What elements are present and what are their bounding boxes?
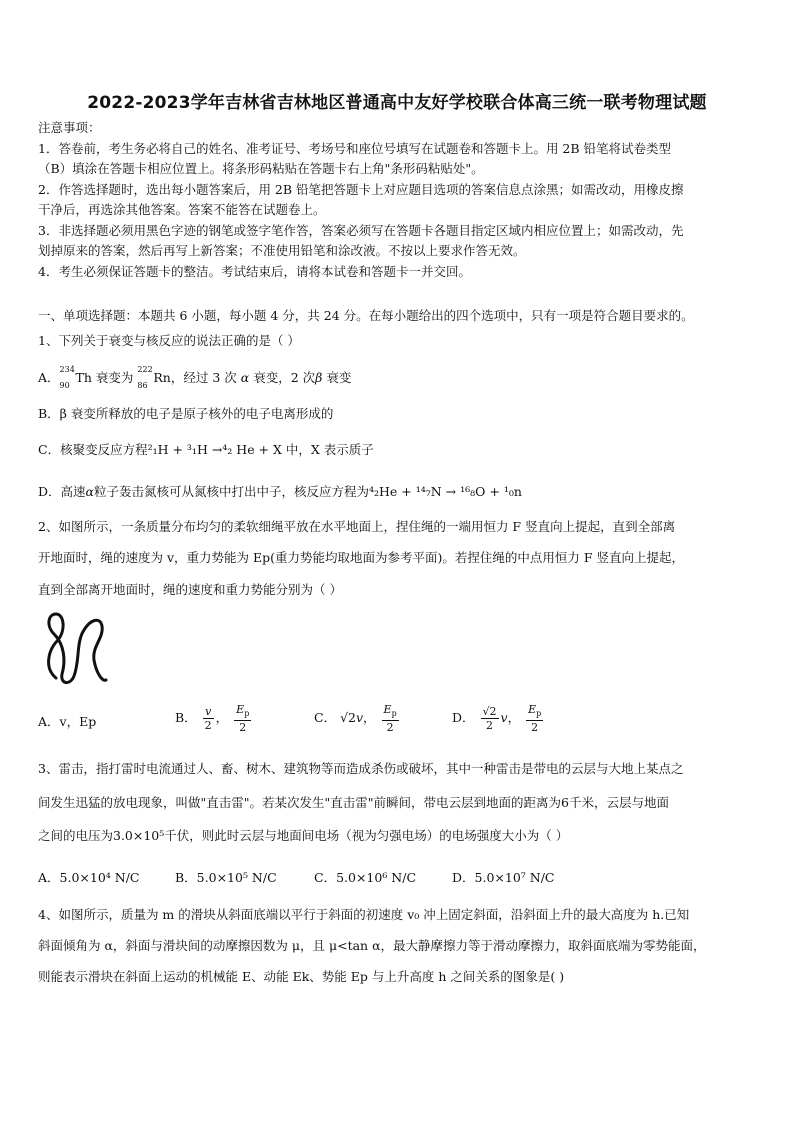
question-1-option-d: D．高速α粒子轰击氮核可从氮核中打出中子，核反应方程为⁴₂He + ¹⁴₇N → ¹⁶₈O + ¹₀n <box>38 484 522 499</box>
question-3-option-b: B．5.0×10⁵ N/C <box>175 870 277 885</box>
notice-line-4: 干净后，再选涂其他答案。答案不能答在试题卷上。 <box>38 202 326 217</box>
notice-line-6: 划掉原来的答案，然后再写上新答案；不准使用铅笔和涂改液。不按以上要求作答无效。 <box>38 243 526 258</box>
rope-path <box>49 614 106 683</box>
question-3-option-d: D．5.0×10⁷ N/C <box>452 870 555 885</box>
question-2-option-c: C． √2v， $\frac{E_p}{2}$ <box>314 703 397 735</box>
question-3-line-3: 之间的电压为3.0×10⁵千伏，则此时云层与地面间电场（视为匀强电场）的电场强度大小为（ ） <box>38 828 569 843</box>
question-3-line-2: 间发生迅猛的放电现象，叫做"直击雷"。若某次发生"直击雷"前瞬间，带电云层到地面的距离为6千米，云层与地面 <box>38 795 669 810</box>
notice-line-2: （B）填涂在答题卡相应位置上。将条形码粘贴在答题卡右上角"条形码粘贴处"。 <box>38 161 484 176</box>
question-1-option-a: A． 234 90 Th 衰变为 222 86 Rn，经过 3 次 α 衰变，2 次β 衰变 <box>38 365 352 390</box>
question-4-line-1: 4、如图所示，质量为 m 的滑块从斜面底端以平行于斜面的初速度 v₀ 冲上固定斜面，沿斜面上升的最大高度为 h.已知 <box>38 907 690 922</box>
notice-heading: 注意事项： <box>38 120 101 135</box>
question-3-option-c: C．5.0×10⁶ N/C <box>314 870 417 885</box>
isotope-th: 234 90 <box>59 365 75 390</box>
question-2-line-2: 开地面时，绳的速度为 v，重力势能为 Ep(重力势能均取地面为参考平面)。若捏住绳的中点用恒力 F 竖直向上提起， <box>38 550 685 565</box>
page-title: 2022-2023学年吉林省吉林地区普通高中友好学校联合体高三统一联考物理试题 <box>87 93 707 113</box>
question-1-option-b: B．β 衰变所释放的电子是原子核外的电子电离形成的 <box>38 406 334 421</box>
notice-line-3: 2．作答选择题时，选出每小题答案后，用 2B 铅笔把答题卡上对应题目选项的答案信息点涂黑；如需改动，用橡皮擦 <box>38 182 684 197</box>
section-heading: 一、单项选择题：本题共 6 小题，每小题 4 分，共 24 分。在每小题给出的四个选项中，只有一项是符合题目要求的。 <box>38 308 694 323</box>
question-2-option-a: A．v，Ep <box>38 714 97 729</box>
question-3-option-a: A．5.0×10⁴ N/C <box>38 870 140 885</box>
question-2-line-3: 直到全部离开地面时，绳的速度和重力势能分别为（ ） <box>38 582 342 597</box>
isotope-rn: 222 86 <box>137 365 153 390</box>
question-2-line-1: 2、如图所示，一条质量分布均匀的柔软细绳平放在水平地面上，捏住绳的一端用恒力 F 竖直向上提起，直到全部离 <box>38 519 676 534</box>
notice-line-7: 4．考生必须保证答题卡的整洁。考试结束后，请将本试卷和答题卡一并交回。 <box>38 264 471 279</box>
question-2-option-b: B． $\frac{v}{2}$ ， $\frac{E_p}{2}$ <box>175 703 250 735</box>
notice-line-5: 3．非选择题必须用黑色字迹的钢笔或签字笔作答，答案必须写在答题卡各题目指定区域内相应位置上；如需改动，先 <box>38 223 684 238</box>
question-1-stem: 1、下列关于衰变与核反应的说法正确的是（ ） <box>38 333 300 348</box>
rope-figure <box>40 608 112 690</box>
question-1-option-c: C．核聚变反应方程²₁H + ³₁H →⁴₂ He + X 中，X 表示质子 <box>38 442 374 457</box>
question-4-line-2: 斜面倾角为 α，斜面与滑块间的动摩擦因数为 μ，且 μ<tan α，最大静摩擦力等于滑动摩擦力，取斜面底端为零势能面， <box>38 938 706 953</box>
notice-line-1: 1．答卷前，考生务必将自己的姓名、准考证号、考场号和座位号填写在试题卷和答题卡上。用 2B 铅笔将试卷类型 <box>38 141 672 156</box>
question-4-line-3: 则能表示滑块在斜面上运动的机械能 E、动能 Ek、势能 Ep 与上升高度 h 之间关系的图象是( ) <box>38 969 565 984</box>
question-2-option-d: D． $\frac{√2}{2}$ v， $\frac{E_p}{2}$ <box>452 703 542 735</box>
question-3-line-1: 3、雷击，指打雷时电流通过人、畜、树木、建筑物等而造成杀伤或破坏，其中一种雷击是带电的云层与大地上某点之 <box>38 761 684 776</box>
